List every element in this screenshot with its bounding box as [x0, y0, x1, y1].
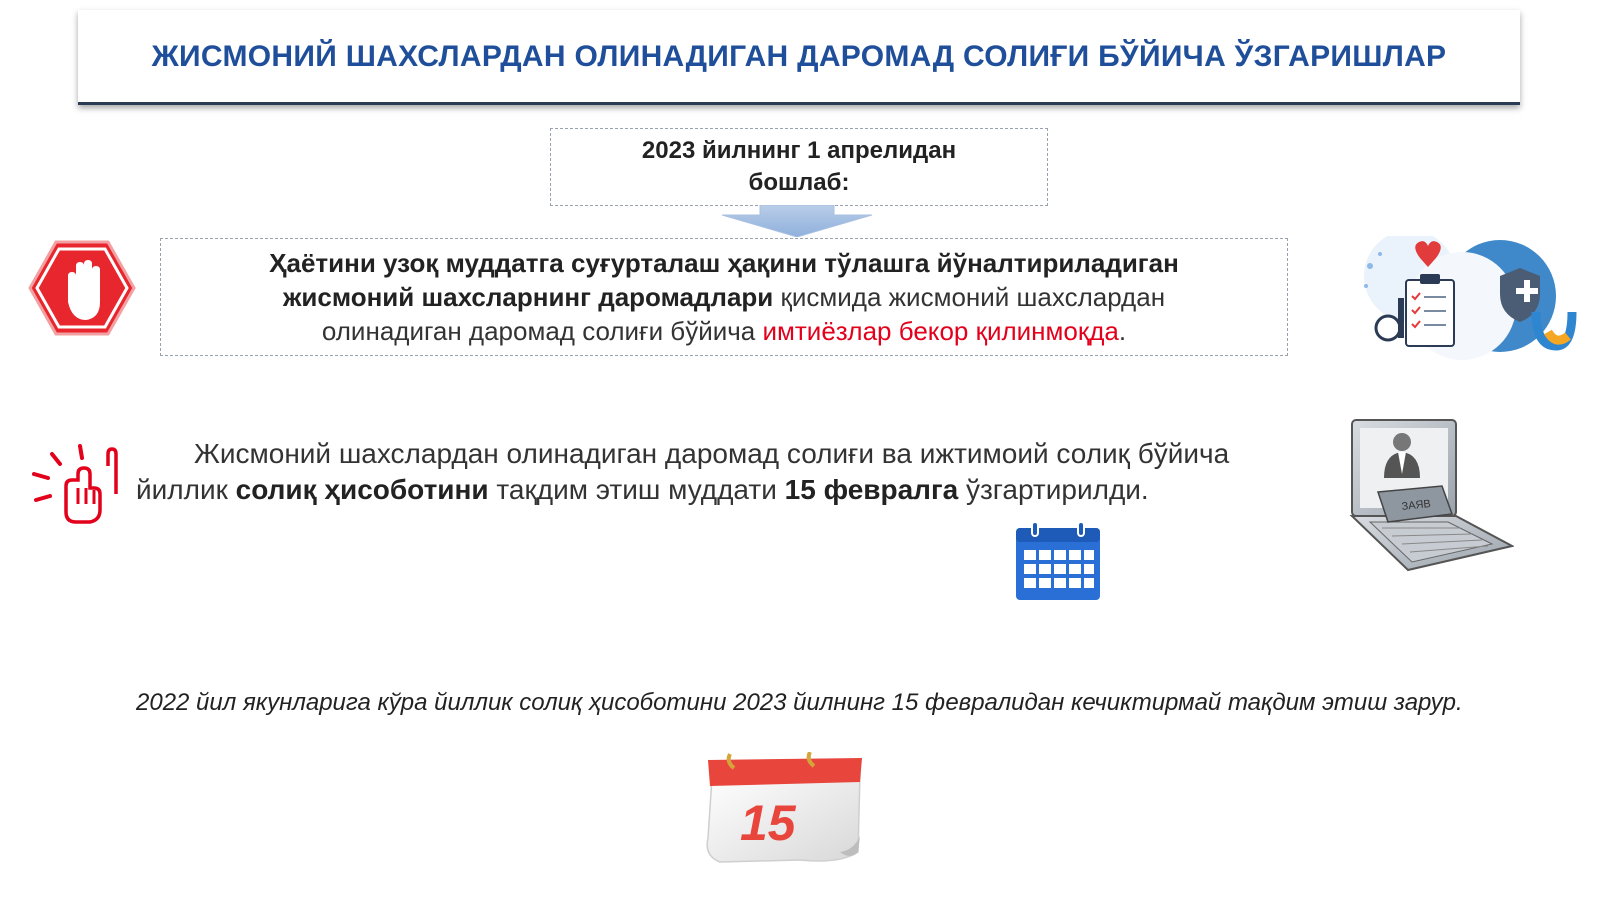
deadline-part1: Жисмоний шахслардан олинадиган даромад солиғи ва ижтимоий солиқ бўйича йиллик	[136, 438, 1230, 505]
effective-date-text: 2023 йилнинг 1 апрелидан бошлаб:	[641, 137, 957, 196]
deadline-part3: ўзгартирилди.	[958, 474, 1149, 505]
notice-end: .	[1118, 316, 1127, 346]
insurance-illustration-icon	[1350, 236, 1580, 360]
page-title: ЖИСМОНИЙ ШАХСЛАРДАН ОЛИНАДИГАН ДАРОМАД СОЛИҒИ БЎЙИЧА ЎЗГАРИШЛАР	[151, 39, 1447, 73]
calendar-15-label: 15	[740, 795, 796, 851]
arrow-down-icon	[722, 205, 872, 237]
notice-normal-part: қисмида жисмоний шахслардан олинадиган даромад солиғи бўйича	[321, 282, 1166, 346]
laptop-declaration-icon	[1348, 418, 1514, 574]
notice-red-part: имтиёзлар бекор қилинмоқда	[762, 316, 1119, 346]
deadline-paragraph	[136, 436, 1316, 508]
deadline-bold2: 15 февралга	[784, 474, 959, 505]
stop-hand-icon	[28, 240, 136, 336]
effective-date-box	[550, 128, 1048, 206]
notice-text	[224, 246, 1224, 348]
attention-hand-icon	[30, 444, 126, 524]
notice-box	[160, 238, 1288, 356]
notice-bold-part: Ҳаётини узоқ муддатга суғурталаш ҳақини тўлашга йўналтириладиган жисмоний шахсларнинг даромадлари	[269, 248, 1179, 312]
title-banner	[78, 10, 1520, 105]
note-paragraph: 2022 йил якунларига кўра йиллик солиқ ҳисоботини 2023 йилнинг 15 февралидан кечиктирмай тақдим этиш зарур.	[136, 689, 1463, 716]
laptop-document-label: ЗАЯВ	[1401, 497, 1432, 513]
deadline-part2: тақдим этиш муддати	[488, 474, 785, 505]
calendar-icon	[1014, 520, 1102, 602]
deadline-bold1: солиқ ҳисоботини	[235, 474, 489, 505]
calendar-15-icon	[690, 752, 872, 872]
